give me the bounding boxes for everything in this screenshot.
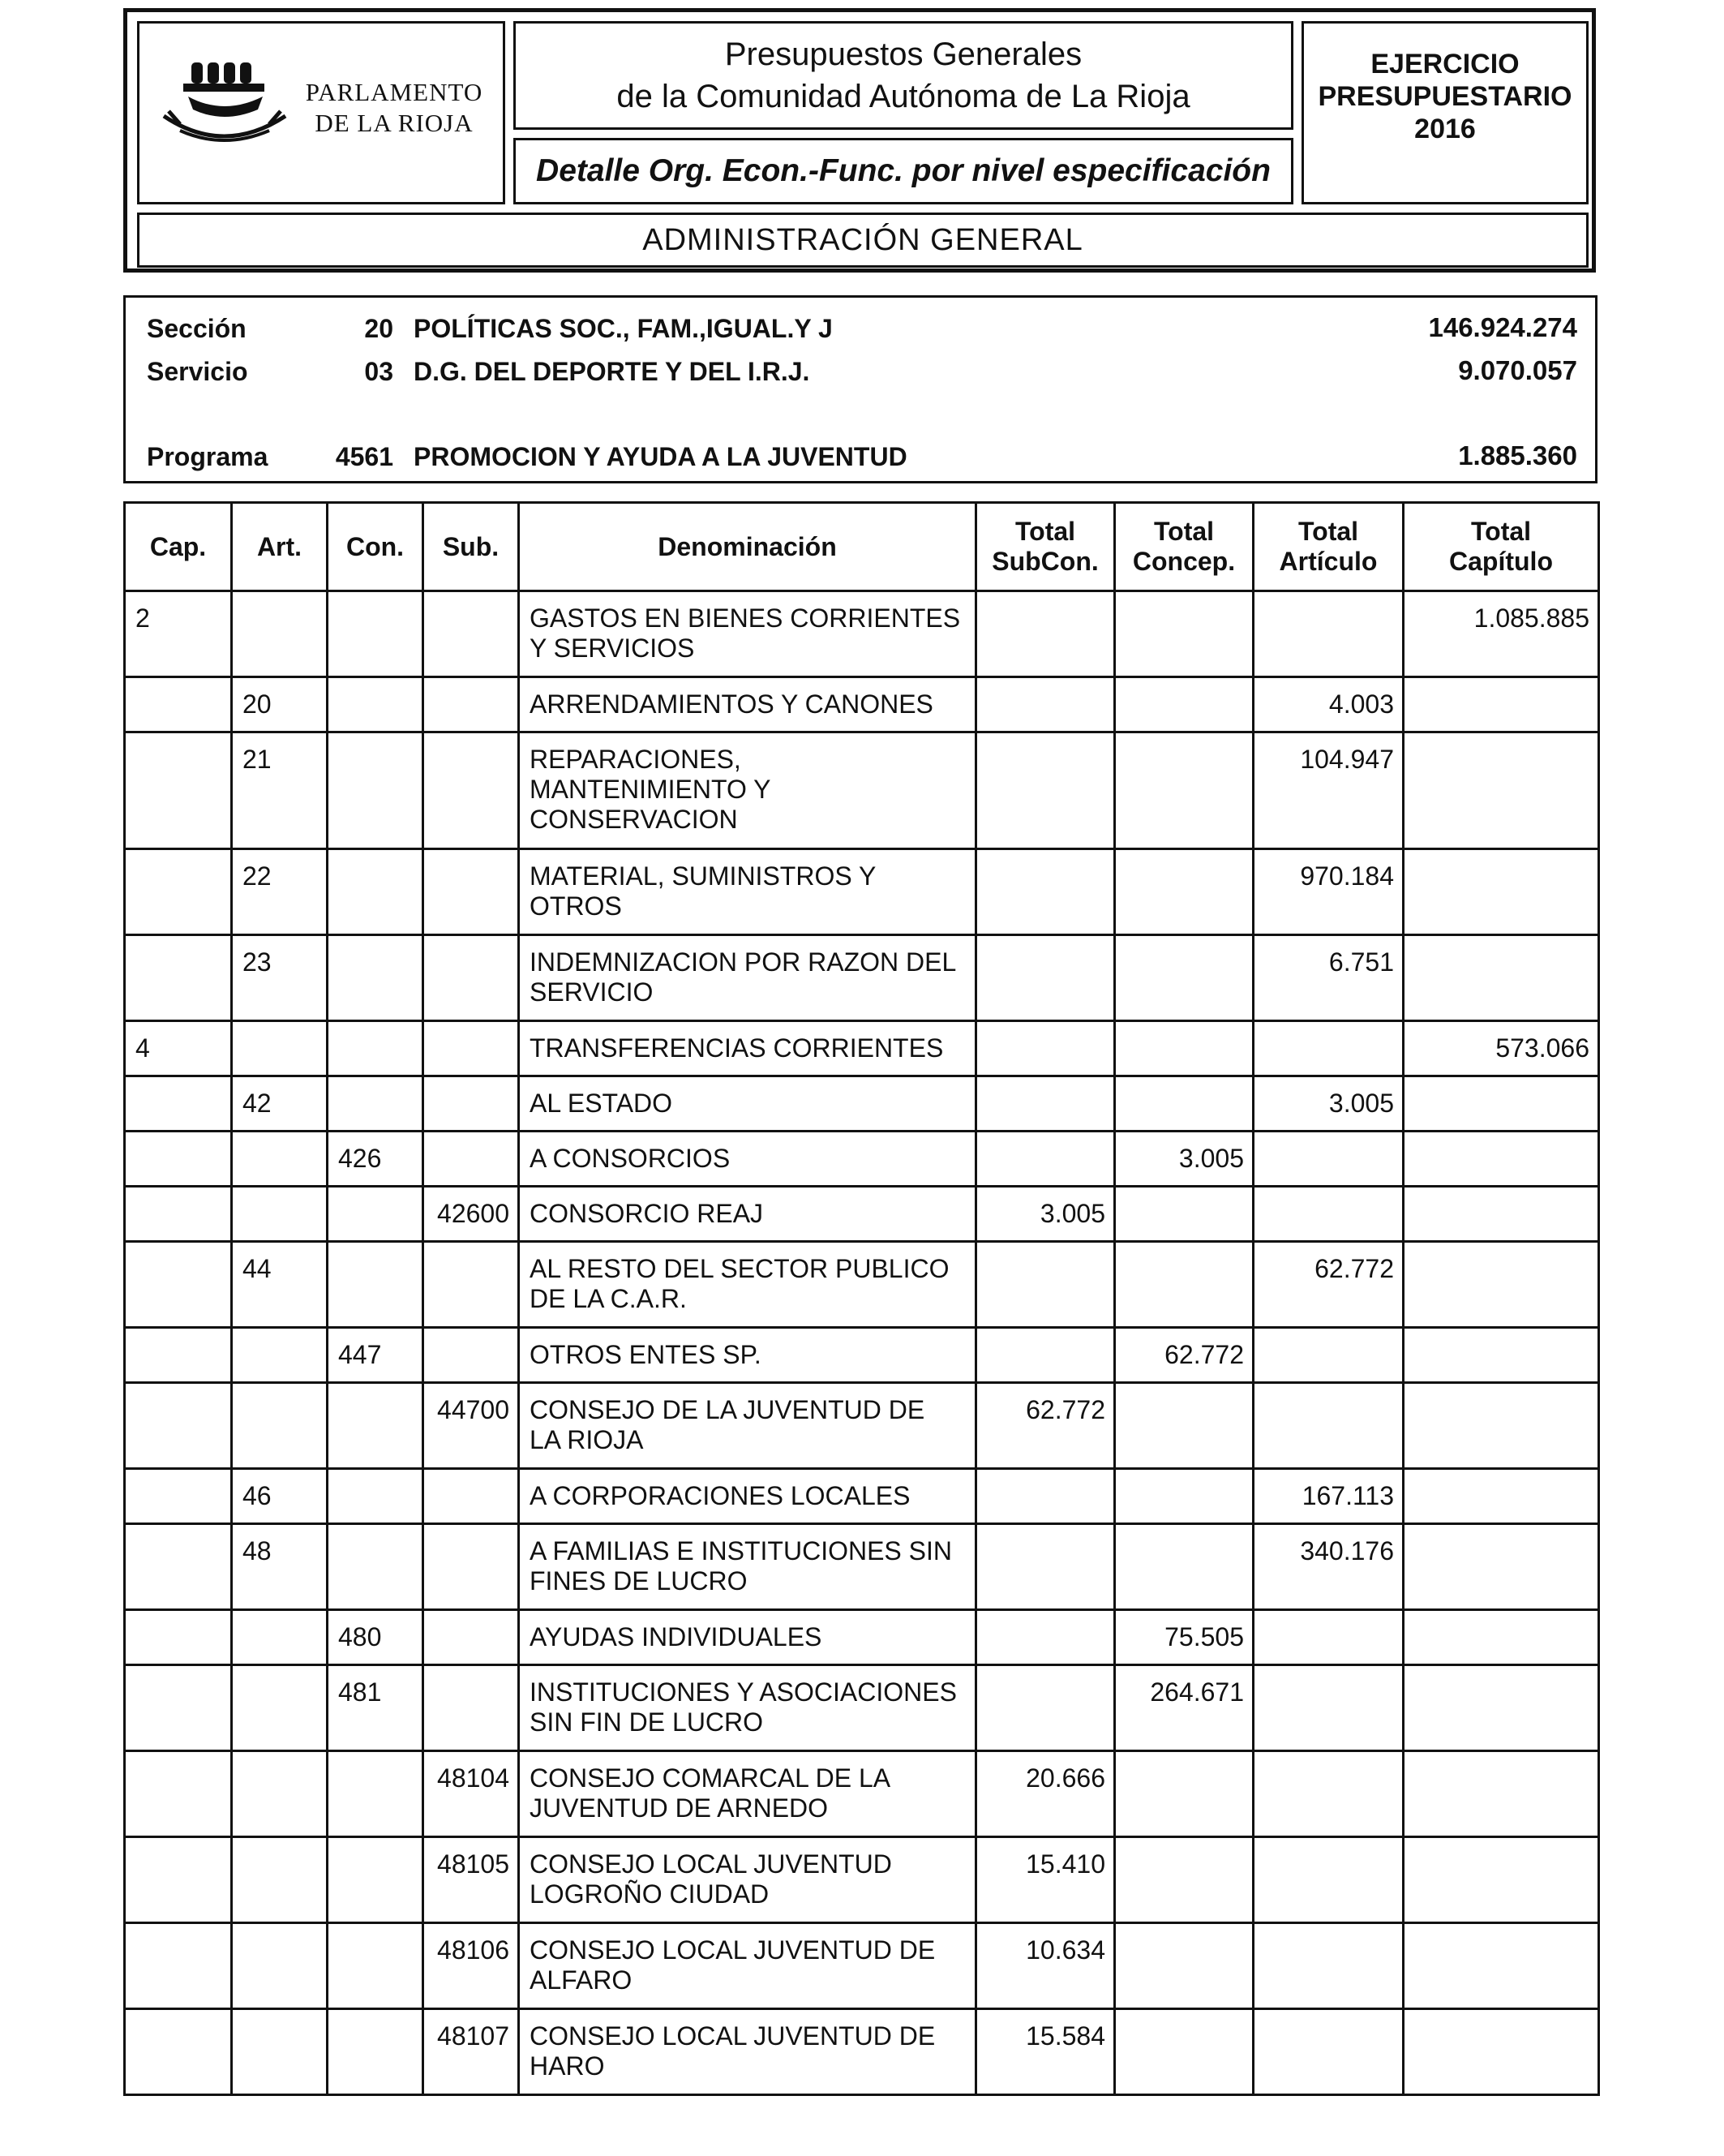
cell-denominacion: [519, 1076, 976, 1132]
cell-total-concep: 264.671: [1115, 1665, 1254, 1751]
cell-total-subcon: 62.772: [976, 1383, 1115, 1469]
cell-total-capitulo: [1404, 1469, 1599, 1524]
cell-total-articulo: [1254, 1132, 1404, 1187]
denominacion-line: OTROS: [530, 891, 622, 921]
table-row: [125, 1665, 1599, 1751]
cell-sub: 48105: [423, 1837, 519, 1923]
cell-art: [232, 1751, 328, 1837]
cell-sub: 48107: [423, 2009, 519, 2095]
cell-total-concep: [1115, 1383, 1254, 1469]
programa-amount: 1.885.360: [1458, 440, 1577, 470]
cell-sub: [423, 1610, 519, 1665]
document-subtitle: [513, 138, 1293, 204]
cell-cap: [125, 1469, 232, 1524]
denominacion-line: GASTOS EN BIENES CORRIENTES: [530, 603, 961, 633]
cell-total-articulo: 62.772: [1254, 1242, 1404, 1328]
cell-denominacion: [519, 2009, 976, 2095]
logo-panel: [137, 21, 505, 204]
cell-total-capitulo: [1404, 1383, 1599, 1469]
denominacion-line: ALFARO: [530, 1965, 633, 1995]
cell-con: [328, 1524, 423, 1610]
cell-sub: [423, 1076, 519, 1132]
cell-total-subcon: 3.005: [976, 1187, 1115, 1242]
seccion-name: POLÍTICAS SOC., FAM.,IGUAL.Y J: [414, 314, 833, 343]
cell-cap: [125, 849, 232, 935]
cell-sub: [423, 677, 519, 732]
cell-cap: [125, 1132, 232, 1187]
cell-con: [328, 1187, 423, 1242]
servicio-name: D.G. DEL DEPORTE Y DEL I.R.J.: [414, 357, 810, 386]
cell-total-articulo: [1254, 1923, 1404, 2009]
table-row: [125, 1021, 1599, 1076]
cell-art: [232, 591, 328, 677]
cell-con: 481: [328, 1665, 423, 1751]
cell-art: 21: [232, 732, 328, 849]
cell-art: 46: [232, 1469, 328, 1524]
cell-con: [328, 1021, 423, 1076]
col-header-total-subcon: Total SubCon.: [976, 503, 1115, 591]
denominacion-line: INSTITUCIONES Y ASOCIACIONES: [530, 1677, 957, 1707]
cell-total-concep: [1115, 1923, 1254, 2009]
cell-total-concep: [1115, 1187, 1254, 1242]
cell-cap: [125, 1665, 232, 1751]
cell-denominacion: [519, 1610, 976, 1665]
denominacion-line: ARRENDAMIENTOS Y CANONES: [530, 689, 933, 719]
cell-denominacion: [519, 677, 976, 732]
cell-sub: [423, 935, 519, 1021]
fiscal-year-panel: [1302, 21, 1589, 204]
budget-classification-block: [123, 295, 1597, 483]
cell-denominacion: [519, 1837, 976, 1923]
programa-row: [126, 436, 1595, 475]
cell-total-concep: 62.772: [1115, 1328, 1254, 1383]
denominacion-line: TRANSFERENCIAS CORRIENTES: [530, 1033, 944, 1063]
cell-sub: 42600: [423, 1187, 519, 1242]
cell-total-concep: [1115, 677, 1254, 732]
cell-total-subcon: [976, 732, 1115, 849]
cell-total-capitulo: [1404, 1923, 1599, 2009]
cell-total-subcon: [976, 1665, 1115, 1751]
cell-cap: [125, 1383, 232, 1469]
cell-denominacion: [519, 849, 976, 935]
cell-cap: [125, 1923, 232, 2009]
cell-cap: [125, 1242, 232, 1328]
denominacion-line: SIN FIN DE LUCRO: [530, 1707, 764, 1737]
cell-con: [328, 1242, 423, 1328]
programa-code: 4561: [335, 442, 393, 471]
denominacion-line: A CORPORACIONES LOCALES: [530, 1481, 911, 1510]
cell-total-capitulo: [1404, 1665, 1599, 1751]
servicio-code: 03: [364, 357, 393, 386]
cell-denominacion: [519, 1383, 976, 1469]
year-line-3: 2016: [1414, 114, 1476, 144]
cell-art: 23: [232, 935, 328, 1021]
denominacion-line: HARO: [530, 2051, 605, 2081]
year-line-1: EJERCICIO: [1370, 49, 1520, 79]
cell-cap: [125, 1328, 232, 1383]
denominacion-line: A FAMILIAS E INSTITUCIONES SIN: [530, 1536, 952, 1565]
cell-sub: 48104: [423, 1751, 519, 1837]
cell-total-capitulo: [1404, 1328, 1599, 1383]
denominacion-line: FINES DE LUCRO: [530, 1566, 748, 1596]
parliament-logo-icon: [156, 59, 294, 157]
seccion-amount: 146.924.274: [1428, 312, 1577, 342]
cell-total-capitulo: [1404, 1837, 1599, 1923]
col-header-con: Con.: [328, 503, 423, 591]
cell-con: [328, 1751, 423, 1837]
cell-total-concep: [1115, 935, 1254, 1021]
cell-total-capitulo: [1404, 1242, 1599, 1328]
cell-con: [328, 935, 423, 1021]
cell-total-concep: [1115, 1076, 1254, 1132]
denominacion-line: CONSEJO LOCAL JUVENTUD DE: [530, 1935, 936, 1965]
table-row: [125, 2009, 1599, 2095]
table-row: [125, 1469, 1599, 1524]
cell-total-subcon: [976, 935, 1115, 1021]
programa-label: Programa: [147, 442, 268, 471]
cell-sub: [423, 1328, 519, 1383]
cell-total-concep: [1115, 1837, 1254, 1923]
col-header-total-articulo: Total Artículo: [1254, 503, 1404, 591]
cell-art: [232, 1665, 328, 1751]
cell-total-subcon: [976, 1132, 1115, 1187]
cell-denominacion: [519, 732, 976, 849]
cell-art: [232, 1923, 328, 2009]
cell-total-concep: [1115, 1021, 1254, 1076]
cell-cap: [125, 1187, 232, 1242]
cell-con: [328, 1837, 423, 1923]
cell-art: [232, 1187, 328, 1242]
seccion-code: 20: [364, 314, 393, 343]
cell-denominacion: [519, 1328, 976, 1383]
cell-total-capitulo: [1404, 849, 1599, 935]
cell-con: [328, 1383, 423, 1469]
cell-art: [232, 1610, 328, 1665]
table-row: [125, 1187, 1599, 1242]
cell-total-concep: 75.505: [1115, 1610, 1254, 1665]
cell-total-subcon: [976, 1076, 1115, 1132]
table-row: [125, 1132, 1599, 1187]
col-header-total-concep: Total Concep.: [1115, 503, 1254, 591]
cell-total-capitulo: [1404, 677, 1599, 732]
cell-con: 480: [328, 1610, 423, 1665]
cell-total-subcon: 15.410: [976, 1837, 1115, 1923]
cell-total-capitulo: [1404, 1187, 1599, 1242]
denominacion-line: CONSEJO DE LA JUVENTUD DE: [530, 1395, 925, 1424]
denominacion-line: LOGROÑO CIUDAD: [530, 1879, 770, 1909]
cell-total-articulo: [1254, 1837, 1404, 1923]
cell-denominacion: [519, 1187, 976, 1242]
cell-cap: [125, 1076, 232, 1132]
denominacion-line: CONSORCIO REAJ: [530, 1199, 764, 1228]
cell-total-concep: [1115, 591, 1254, 677]
table-row: [125, 1923, 1599, 2009]
cell-denominacion: [519, 1242, 976, 1328]
cell-total-articulo: [1254, 1751, 1404, 1837]
cell-total-subcon: 15.584: [976, 2009, 1115, 2095]
table-row: [125, 1610, 1599, 1665]
table-row: [125, 935, 1599, 1021]
denominacion-line: A CONSORCIOS: [530, 1144, 731, 1173]
cell-total-capitulo: [1404, 1524, 1599, 1610]
cell-denominacion: [519, 1665, 976, 1751]
cell-total-articulo: 6.751: [1254, 935, 1404, 1021]
cell-cap: [125, 1524, 232, 1610]
denominacion-line: LA RIOJA: [530, 1425, 644, 1454]
col-header-denominacion: Denominación: [519, 503, 976, 591]
cell-total-articulo: 970.184: [1254, 849, 1404, 935]
cell-art: 22: [232, 849, 328, 935]
servicio-amount: 9.070.057: [1458, 355, 1577, 385]
cell-art: [232, 1021, 328, 1076]
cell-art: [232, 1328, 328, 1383]
cell-total-subcon: [976, 1469, 1115, 1524]
cell-total-subcon: [976, 849, 1115, 935]
cell-sub: [423, 1665, 519, 1751]
table-header-row: [125, 503, 1599, 591]
cell-total-capitulo: [1404, 732, 1599, 849]
cell-denominacion: [519, 1923, 976, 2009]
cell-total-concep: [1115, 732, 1254, 849]
cell-cap: [125, 677, 232, 732]
cell-cap: [125, 732, 232, 849]
denominacion-line: AYUDAS INDIVIDUALES: [530, 1622, 822, 1651]
denominacion-line: CONSEJO LOCAL JUVENTUD DE: [530, 2021, 936, 2051]
seccion-row: [126, 307, 1595, 346]
cell-con: [328, 1923, 423, 2009]
cell-total-concep: 3.005: [1115, 1132, 1254, 1187]
cell-total-capitulo: [1404, 1076, 1599, 1132]
cell-total-articulo: [1254, 1610, 1404, 1665]
denominacion-line: CONSERVACION: [530, 805, 738, 834]
cell-con: [328, 849, 423, 935]
document-header: [123, 8, 1596, 273]
cell-total-capitulo: [1404, 1610, 1599, 1665]
seccion-label: Sección: [147, 314, 247, 343]
denominacion-line: AL RESTO DEL SECTOR PUBLICO: [530, 1254, 950, 1283]
title-line-1: Presupuestos Generales: [724, 37, 1083, 72]
cell-total-articulo: [1254, 1383, 1404, 1469]
cell-denominacion: [519, 1132, 976, 1187]
table-row: [125, 849, 1599, 935]
cell-sub: [423, 591, 519, 677]
title-line-2: de la Comunidad Autónoma de La Rioja: [616, 79, 1190, 114]
denominacion-line: CONSEJO COMARCAL DE LA: [530, 1763, 891, 1793]
cell-cap: [125, 935, 232, 1021]
cell-art: [232, 2009, 328, 2095]
admin-label: ADMINISTRACIÓN GENERAL: [642, 222, 1083, 257]
denominacion-line: OTROS ENTES SP.: [530, 1340, 761, 1369]
cell-total-articulo: 3.005: [1254, 1076, 1404, 1132]
cell-sub: [423, 1021, 519, 1076]
cell-con: [328, 2009, 423, 2095]
cell-total-articulo: 4.003: [1254, 677, 1404, 732]
administration-banner: [137, 213, 1589, 268]
cell-total-subcon: [976, 1328, 1115, 1383]
cell-total-capitulo: 573.066: [1404, 1021, 1599, 1076]
logo-wordmark: [298, 77, 490, 139]
cell-denominacion: [519, 1524, 976, 1610]
denominacion-line: SERVICIO: [530, 977, 654, 1007]
cell-art: 44: [232, 1242, 328, 1328]
denominacion-line: REPARACIONES,: [530, 745, 741, 774]
denominacion-line: MANTENIMIENTO Y: [530, 775, 771, 804]
table-row: [125, 1837, 1599, 1923]
table-row: [125, 1076, 1599, 1132]
cell-total-articulo: [1254, 1328, 1404, 1383]
cell-cap: [125, 1837, 232, 1923]
table-row: [125, 591, 1599, 677]
cell-total-capitulo: 1.085.885: [1404, 591, 1599, 677]
subtitle-text: Detalle Org. Econ.-Func. por nivel especificación: [536, 153, 1271, 188]
cell-con: 426: [328, 1132, 423, 1187]
denominacion-line: DE LA C.A.R.: [530, 1284, 687, 1313]
cell-sub: [423, 1242, 519, 1328]
logo-line-1: PARLAMENTO: [305, 78, 483, 106]
denominacion-line: Y SERVICIOS: [530, 633, 695, 663]
cell-art: [232, 1837, 328, 1923]
cell-total-subcon: [976, 677, 1115, 732]
cell-total-articulo: 104.947: [1254, 732, 1404, 849]
table-row: [125, 1328, 1599, 1383]
col-header-sub: Sub.: [423, 503, 519, 591]
cell-con: 447: [328, 1328, 423, 1383]
cell-total-capitulo: [1404, 2009, 1599, 2095]
cell-total-subcon: 20.666: [976, 1751, 1115, 1837]
cell-sub: [423, 849, 519, 935]
servicio-row: [126, 350, 1595, 389]
cell-total-articulo: [1254, 1665, 1404, 1751]
cell-total-concep: [1115, 2009, 1254, 2095]
cell-sub: 44700: [423, 1383, 519, 1469]
cell-art: [232, 1383, 328, 1469]
cell-total-concep: [1115, 849, 1254, 935]
cell-total-subcon: [976, 1021, 1115, 1076]
denominacion-line: MATERIAL, SUMINISTROS Y: [530, 861, 877, 891]
cell-denominacion: [519, 1751, 976, 1837]
cell-cap: [125, 2009, 232, 2095]
cell-total-concep: [1115, 1751, 1254, 1837]
cell-total-articulo: [1254, 1187, 1404, 1242]
cell-total-articulo: 340.176: [1254, 1524, 1404, 1610]
col-header-art: Art.: [232, 503, 328, 591]
cell-total-subcon: [976, 1610, 1115, 1665]
denominacion-line: INDEMNIZACION POR RAZON DEL: [530, 947, 957, 977]
denominacion-line: AL ESTADO: [530, 1089, 673, 1118]
servicio-label: Servicio: [147, 357, 248, 386]
cell-total-articulo: 167.113: [1254, 1469, 1404, 1524]
cell-con: [328, 1469, 423, 1524]
cell-total-concep: [1115, 1469, 1254, 1524]
cell-total-capitulo: [1404, 1751, 1599, 1837]
cell-cap: 4: [125, 1021, 232, 1076]
table-row: [125, 1751, 1599, 1837]
cell-sub: 48106: [423, 1923, 519, 2009]
budget-detail-table: [123, 501, 1600, 2096]
cell-total-articulo: [1254, 2009, 1404, 2095]
cell-total-capitulo: [1404, 935, 1599, 1021]
cell-cap: [125, 1751, 232, 1837]
table-row: [125, 1242, 1599, 1328]
programa-name: PROMOCION Y AYUDA A LA JUVENTUD: [414, 442, 907, 471]
cell-art: 42: [232, 1076, 328, 1132]
cell-denominacion: [519, 591, 976, 677]
denominacion-line: JUVENTUD DE ARNEDO: [530, 1793, 829, 1823]
cell-total-concep: [1115, 1524, 1254, 1610]
cell-denominacion: [519, 1021, 976, 1076]
cell-total-subcon: [976, 591, 1115, 677]
cell-total-subcon: [976, 1524, 1115, 1610]
cell-total-concep: [1115, 1242, 1254, 1328]
document-title: [513, 21, 1293, 130]
cell-total-articulo: [1254, 1021, 1404, 1076]
cell-sub: [423, 1469, 519, 1524]
col-header-total-capitulo: Total Capítulo: [1404, 503, 1599, 591]
cell-con: [328, 1076, 423, 1132]
logo-line-2: DE LA RIOJA: [315, 109, 474, 137]
col-header-cap: Cap.: [125, 503, 232, 591]
table-row: [125, 1524, 1599, 1610]
table-row: [125, 677, 1599, 732]
cell-con: [328, 677, 423, 732]
cell-sub: [423, 1524, 519, 1610]
cell-denominacion: [519, 935, 976, 1021]
cell-con: [328, 591, 423, 677]
cell-art: 48: [232, 1524, 328, 1610]
cell-total-subcon: 10.634: [976, 1923, 1115, 2009]
cell-art: 20: [232, 677, 328, 732]
cell-cap: 2: [125, 591, 232, 677]
table-row: [125, 732, 1599, 849]
table-row: [125, 1383, 1599, 1469]
table-body: [125, 591, 1599, 2095]
cell-total-capitulo: [1404, 1132, 1599, 1187]
cell-sub: [423, 732, 519, 849]
cell-sub: [423, 1132, 519, 1187]
denominacion-line: CONSEJO LOCAL JUVENTUD: [530, 1849, 892, 1879]
cell-total-articulo: [1254, 591, 1404, 677]
cell-denominacion: [519, 1469, 976, 1524]
cell-art: [232, 1132, 328, 1187]
cell-total-subcon: [976, 1242, 1115, 1328]
cell-cap: [125, 1610, 232, 1665]
year-line-2: PRESUPUESTARIO: [1318, 81, 1572, 112]
cell-con: [328, 732, 423, 849]
